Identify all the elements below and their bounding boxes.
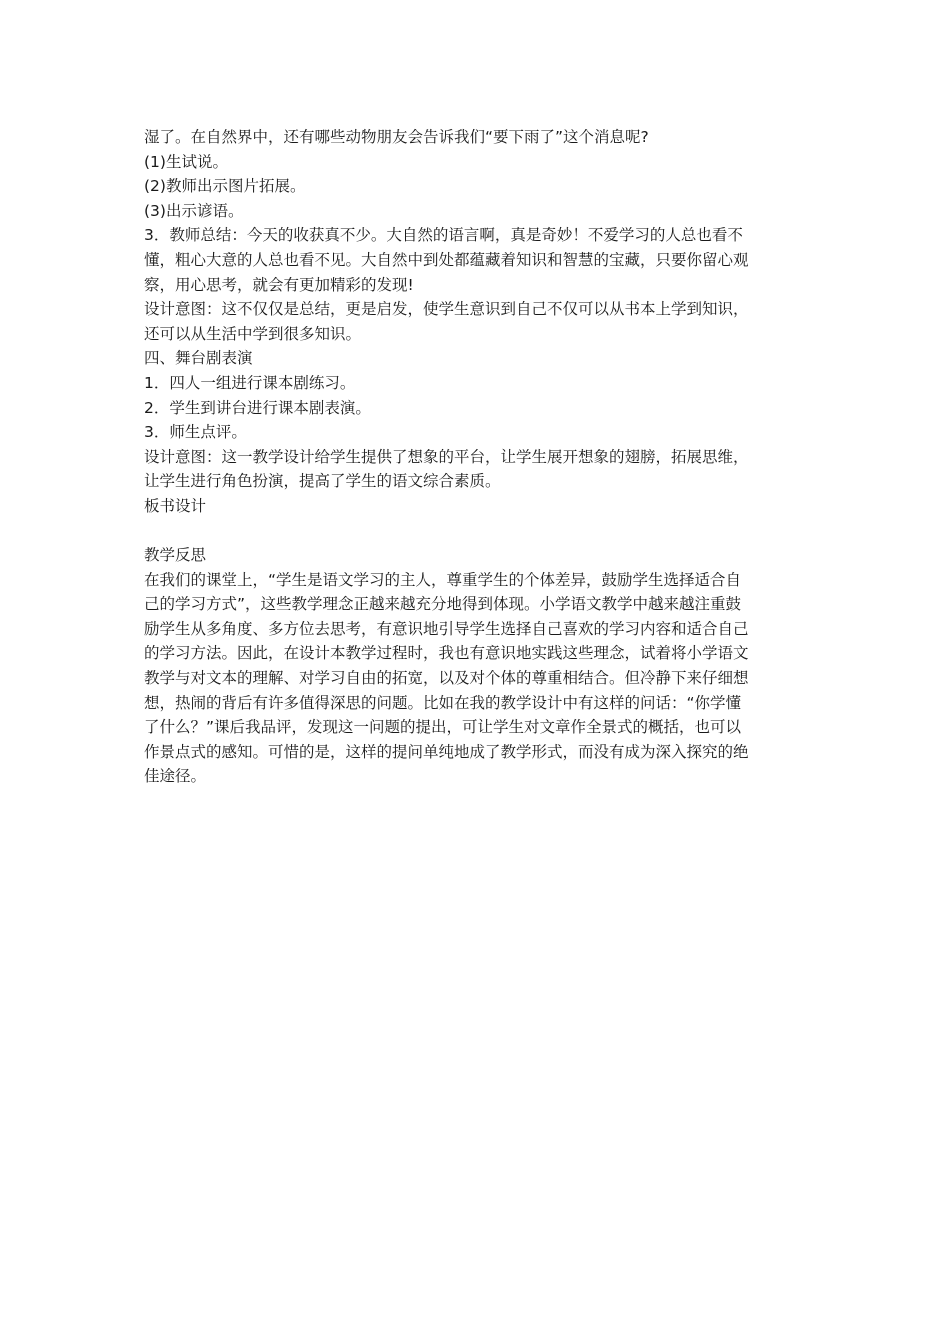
document-body: [144, 125, 808, 789]
text-line: 还可以从生活中学到很多知识。: [144, 324, 362, 343]
text-line: 懂，粗心大意的人总也看不见。大自然中到处都蕴藏着知识和智慧的宝藏，只要你留心观: [144, 250, 749, 269]
text-line: 己的学习方式”，这些教学理念正越来越充分地得到体现。小学语文教学中越来越注重鼓: [144, 595, 742, 614]
section-heading: 教学反思: [144, 546, 207, 565]
text-line: 想，热闹的背后有许多值得深思的问题。比如在我的教学设计中有这样的问话：“你学懂: [144, 693, 742, 712]
text-line: 作景点式的感知。可惜的是，这样的提问单纯地成了教学形式，而没有成为深入探究的绝: [144, 742, 749, 761]
text-line: 察，用心思考，就会有更加精彩的发现!: [144, 275, 414, 294]
text-line: 湿了。在自然界中，还有哪些动物朋友会告诉我们“要下雨了”这个消息呢?: [144, 128, 649, 146]
text-line: 3．师生点评。: [144, 423, 247, 442]
text-line: 设计意图：这不仅仅是总结，更是启发，使学生意识到自己不仅可以从书本上学到知识，: [144, 300, 749, 319]
text-line: (2)教师出示图片拓展。: [144, 177, 306, 196]
text-line: 励学生从多角度、多方位去思考，有意识地引导学生选择自己喜欢的学习内容和适合自己: [144, 619, 749, 638]
text-line: (1)生试说。: [144, 152, 228, 171]
text-line: 3．教师总结：今天的收获真不少。大自然的语言啊，真是奇妙！不爱学习的人总也看不: [144, 226, 743, 245]
section-heading: 板书设计: [144, 496, 207, 515]
text-line: 让学生进行角色扮演，提高了学生的语文综合素质。: [144, 472, 501, 491]
blank-line: [144, 519, 808, 544]
text-line: 1．四人一组进行课本剧练习。: [144, 373, 356, 392]
text-line: 在我们的课堂上，“学生是语文学习的主人，尊重学生的个体差异，鼓励学生选择适合自: [144, 570, 742, 589]
text-line: 2．学生到讲台进行课本剧表演。: [144, 398, 371, 417]
text-line: 设计意图：这一教学设计给学生提供了想象的平台，让学生展开想象的翅膀，拓展思维，: [144, 447, 749, 466]
text-line: 佳途径。: [144, 767, 207, 786]
section-heading: 四、舞台剧表演: [144, 349, 253, 368]
text-line: (3)出示谚语。: [144, 201, 244, 220]
text-line: 教学与对文本的理解、对学习自由的拓宽，以及对个体的尊重相结合。但冷静下来仔细想: [144, 669, 749, 688]
text-line: 的学习方法。因此，在设计本教学过程时，我也有意识地实践这些理念，试着将小学语文: [144, 644, 749, 663]
text-line: 了什么？”课后我品评，发现这一问题的提出，可让学生对文章作全景式的概括，也可以: [144, 718, 742, 737]
